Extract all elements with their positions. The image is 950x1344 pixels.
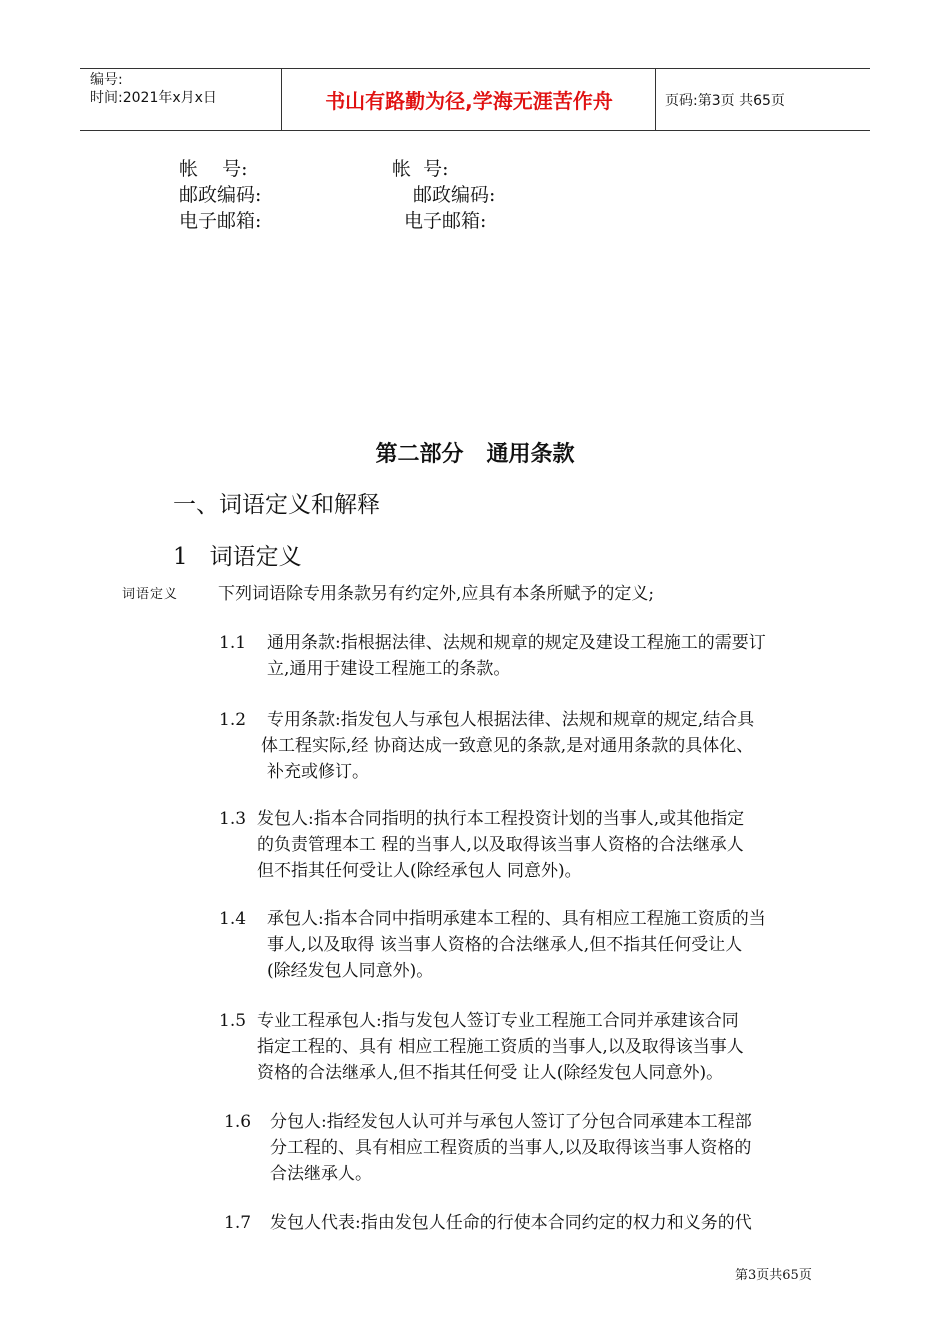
clause-number: 1.1 bbox=[219, 633, 247, 653]
clause-number: 1.4 bbox=[219, 909, 247, 929]
clause-line: 补充或修订。 bbox=[267, 762, 369, 782]
clause-line: 通用条款:指根据法律、法规和规章的规定及建设工程施工的需要订 bbox=[267, 633, 766, 653]
clause-line: 的负责管理本工 程的当事人,以及取得该当事人资格的合法继承人 bbox=[257, 835, 744, 855]
clause-line: 发包人:指本合同指明的执行本工程投资计划的当事人,或其他指定 bbox=[257, 809, 745, 829]
clause-line: 资格的合法继承人,但不指其任何受 让人(除经发包人同意外)。 bbox=[257, 1063, 724, 1083]
header-divider bbox=[655, 69, 656, 130]
clause-1-4 bbox=[219, 906, 766, 984]
time-label: 时间:2021年x月x日 bbox=[90, 90, 217, 106]
clause-number: 1.5 bbox=[219, 1011, 247, 1031]
email-label-left: 电子邮箱: bbox=[179, 210, 262, 232]
margin-note: 词语定义 bbox=[122, 587, 179, 602]
header-motto: 书山有路勤为径,学海无涯苦作舟 bbox=[325, 89, 613, 113]
clause-line: 合法继承人。 bbox=[270, 1164, 372, 1184]
clause-line: 立,通用于建设工程施工的条款。 bbox=[267, 659, 511, 679]
clause-number: 1.7 bbox=[224, 1213, 252, 1233]
clause-number: 1.3 bbox=[219, 809, 247, 829]
clause-1-5 bbox=[219, 1008, 744, 1086]
page-footer: 第3页共65页 bbox=[735, 1268, 812, 1283]
clause-line: 事人,以及取得 该当事人资格的合法继承人,但不指其任何受让人 bbox=[267, 935, 743, 955]
clause-line: 体工程实际,经 协商达成一致意见的条款,是对通用条款的具体化、 bbox=[261, 736, 754, 756]
clause-line: 发包人代表:指由发包人任命的行使本合同约定的权力和义务的代 bbox=[270, 1213, 752, 1233]
clause-line: 指定工程的、具有 相应工程施工资质的当事人,以及取得该当事人 bbox=[257, 1037, 744, 1057]
subsection-title: 1 词语定义 bbox=[173, 544, 302, 570]
account-label-right: 帐 号: bbox=[392, 158, 449, 180]
clause-1-7 bbox=[224, 1210, 752, 1236]
clause-line: 专用条款:指发包人与承包人根据法律、法规和规章的规定,结合具 bbox=[267, 710, 755, 730]
account-label-left: 帐 号: bbox=[179, 158, 248, 180]
clause-1-3 bbox=[219, 806, 744, 884]
clause-line: 分工程的、具有相应工程资质的当事人,以及取得该当事人资格的 bbox=[270, 1138, 752, 1158]
clause-line: 但不指其任何受让人(除经承包人 同意外)。 bbox=[257, 861, 582, 881]
clause-1-1 bbox=[219, 630, 766, 682]
header-page-number: 页码:第3页 共65页 bbox=[665, 92, 785, 109]
serial-label: 编号: bbox=[90, 72, 123, 88]
postcode-label-left: 邮政编码: bbox=[179, 184, 262, 206]
part-title: 第二部分 通用条款 bbox=[375, 441, 575, 467]
clause-number: 1.6 bbox=[224, 1112, 252, 1132]
clause-line: 分包人:指经发包人认可并与承包人签订了分包合同承建本工程部 bbox=[270, 1112, 752, 1132]
clause-line: (除经发包人同意外)。 bbox=[267, 961, 434, 981]
page-header bbox=[80, 68, 870, 131]
header-meta bbox=[90, 71, 217, 107]
section-title: 一、词语定义和解释 bbox=[173, 492, 380, 518]
clause-number: 1.2 bbox=[219, 710, 247, 730]
clause-line: 专业工程承包人:指与发包人签订专业工程施工合同并承建该合同 bbox=[257, 1011, 739, 1031]
intro-text: 下列词语除专用条款另有约定外,应具有本条所赋予的定义; bbox=[218, 584, 655, 604]
clause-1-6 bbox=[224, 1109, 752, 1187]
clause-1-2 bbox=[219, 707, 754, 785]
clause-line: 承包人:指本合同中指明承建本工程的、具有相应工程施工资质的当 bbox=[267, 909, 766, 929]
postcode-label-right: 邮政编码: bbox=[413, 184, 496, 206]
email-label-right: 电子邮箱: bbox=[404, 210, 487, 232]
